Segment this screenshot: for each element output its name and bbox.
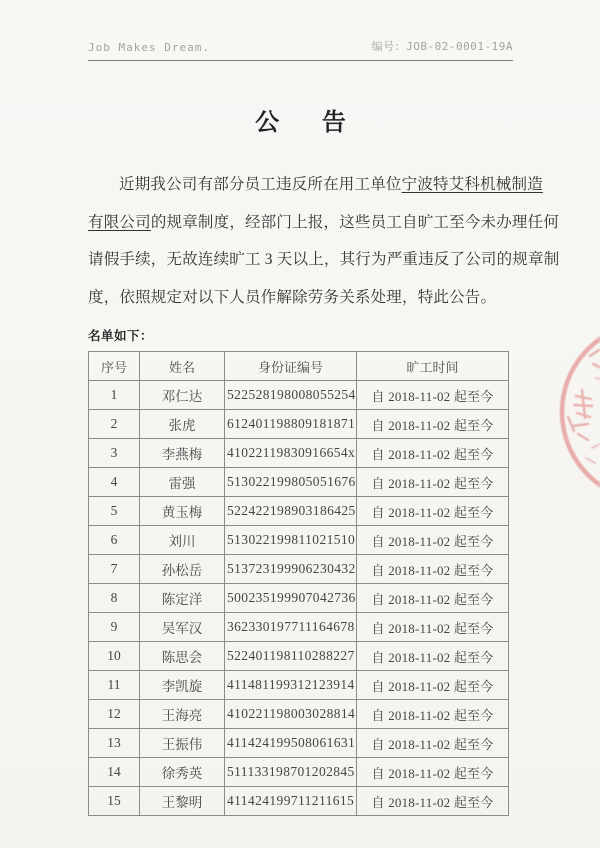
- cell-index: 5: [89, 497, 140, 526]
- company-name-underlined: 有限公司: [88, 213, 151, 231]
- cell-id-number: 411424199508061631: [225, 729, 357, 758]
- cell-id-number: 362330197711164678: [225, 613, 357, 642]
- cell-name: 孙松岳: [140, 555, 225, 584]
- cell-id-number: 522422198903186425: [225, 497, 357, 526]
- table-row: [89, 410, 509, 439]
- cell-index: 9: [89, 613, 140, 642]
- cell-id-number: 410221198003028814: [225, 700, 357, 729]
- header-slogan: Job Makes Dream.: [88, 41, 210, 54]
- cell-id-number: 513022199811021510: [225, 526, 357, 555]
- cell-absence-period: 自 2018-11-02 起至今: [357, 410, 509, 439]
- cell-index: 2: [89, 410, 140, 439]
- cell-absence-period: 自 2018-11-02 起至今: [357, 381, 509, 410]
- cell-id-number: 411481199312123914: [225, 671, 357, 700]
- company-seal-icon: [530, 318, 600, 513]
- notice-paragraph-line: [88, 241, 560, 279]
- cell-index: 10: [89, 642, 140, 671]
- cell-absence-period: 自 2018-11-02 起至今: [357, 671, 509, 700]
- cell-index: 11: [89, 671, 140, 700]
- paragraph-text: 度，依照规定对以下人员作解除劳务关系处理，特此公告。: [88, 288, 497, 306]
- table-header-row: [89, 352, 509, 381]
- paragraph-text: 的规章制度，经部门上报，这些员工自旷工至今未办理任何: [150, 213, 560, 231]
- cell-index: 4: [89, 468, 140, 497]
- column-header-index: 序号: [89, 352, 140, 381]
- cell-id-number: 522401198110288227: [225, 642, 357, 671]
- document-header: [88, 38, 513, 61]
- cell-index: 8: [89, 584, 140, 613]
- cell-id-number: 513022199805051676: [225, 468, 357, 497]
- column-header-name: 姓名: [140, 352, 225, 381]
- cell-name: 李燕梅: [140, 439, 225, 468]
- document-number-value: JOB-02-0001-19A: [406, 40, 513, 53]
- table-row: [89, 787, 509, 816]
- notice-table-body: [89, 381, 509, 816]
- cell-index: 7: [89, 555, 140, 584]
- table-row: [89, 613, 509, 642]
- cell-absence-period: 自 2018-11-02 起至今: [357, 758, 509, 787]
- notice-paragraph-line: [88, 166, 543, 204]
- cell-id-number: 513723199906230432: [225, 555, 357, 584]
- cell-index: 6: [89, 526, 140, 555]
- table-row: [89, 758, 509, 787]
- cell-id-number: 522528198008055254: [225, 381, 357, 410]
- table-row: [89, 584, 509, 613]
- table-row: [89, 671, 509, 700]
- notice-paragraph-line: [88, 279, 513, 317]
- cell-index: 13: [89, 729, 140, 758]
- paragraph-text: 近期我公司有部分员工违反所在用工单位: [119, 176, 402, 194]
- cell-absence-period: 自 2018-11-02 起至今: [357, 526, 509, 555]
- cell-name: 李凯旋: [140, 671, 225, 700]
- cell-absence-period: 自 2018-11-02 起至今: [357, 439, 509, 468]
- cell-name: 黄玉梅: [140, 497, 225, 526]
- dismissal-roster-table: [88, 351, 509, 816]
- cell-name: 吴军汉: [140, 613, 225, 642]
- cell-id-number: 500235199907042736: [225, 584, 357, 613]
- table-row: [89, 497, 509, 526]
- notice-body: [88, 166, 560, 316]
- cell-index: 3: [89, 439, 140, 468]
- cell-absence-period: 自 2018-11-02 起至今: [357, 613, 509, 642]
- cell-absence-period: 自 2018-11-02 起至今: [357, 642, 509, 671]
- cell-name: 王振伟: [140, 729, 225, 758]
- table-row: [89, 642, 509, 671]
- company-name-underlined: 宁波特艾科机械制造: [401, 176, 543, 194]
- table-row: [89, 526, 509, 555]
- table-row: [89, 439, 509, 468]
- page-title: 公 告: [255, 109, 364, 136]
- cell-id-number: 511133198701202845: [225, 758, 357, 787]
- cell-index: 1: [89, 381, 140, 410]
- cell-id-number: 41022119830916654x: [225, 439, 357, 468]
- table-row: [89, 700, 509, 729]
- table-row: [89, 555, 509, 584]
- cell-index: 12: [89, 700, 140, 729]
- cell-absence-period: 自 2018-11-02 起至今: [357, 700, 509, 729]
- paragraph-text: 请假手续，无故连续旷工 3 天以上，其行为严重违反了公司的规章制: [88, 251, 560, 269]
- column-header-id: 身份证编号: [225, 352, 357, 381]
- table-row: [89, 381, 509, 410]
- cell-absence-period: 自 2018-11-02 起至今: [357, 729, 509, 758]
- notice-paragraph-line: [88, 204, 560, 242]
- cell-name: 王海亮: [140, 700, 225, 729]
- cell-name: 雷强: [140, 468, 225, 497]
- document-number: [372, 38, 513, 54]
- column-header-period: 旷工时间: [357, 352, 509, 381]
- cell-name: 刘川: [140, 526, 225, 555]
- cell-index: 15: [89, 787, 140, 816]
- cell-name: 王黎明: [140, 787, 225, 816]
- table-row: [89, 729, 509, 758]
- cell-name: 张虎: [140, 410, 225, 439]
- cell-absence-period: 自 2018-11-02 起至今: [357, 497, 509, 526]
- document-number-label: 编号：: [371, 40, 407, 53]
- cell-name: 邓仁达: [140, 381, 225, 410]
- cell-index: 14: [89, 758, 140, 787]
- cell-name: 陈定洋: [140, 584, 225, 613]
- cell-absence-period: 自 2018-11-02 起至今: [357, 584, 509, 613]
- cell-absence-period: 自 2018-11-02 起至今: [357, 468, 509, 497]
- cell-id-number: 411424199711211615: [225, 787, 357, 816]
- cell-absence-period: 自 2018-11-02 起至今: [357, 787, 509, 816]
- cell-name: 徐秀英: [140, 758, 225, 787]
- cell-id-number: 612401198809181871: [225, 410, 357, 439]
- list-intro-label: 名单如下：: [88, 329, 154, 344]
- cell-absence-period: 自 2018-11-02 起至今: [357, 555, 509, 584]
- document-content: [88, 0, 560, 816]
- cell-name: 陈思会: [140, 642, 225, 671]
- table-row: [89, 468, 509, 497]
